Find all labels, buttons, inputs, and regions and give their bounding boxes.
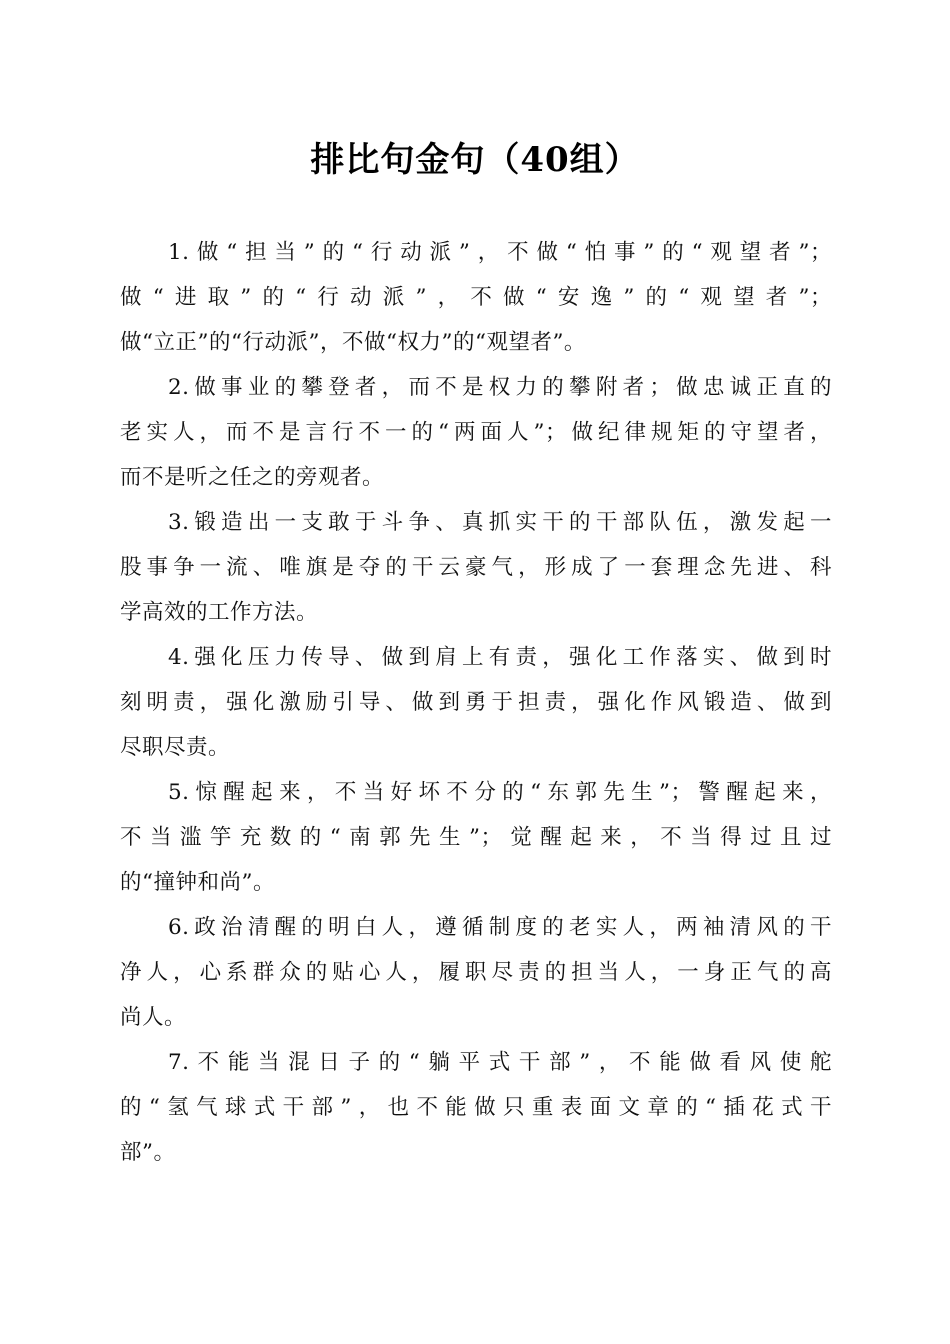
paragraph-line: 部”。 <box>120 1140 176 1165</box>
paragraph-line: 股事争一流、唯旗是夺的干云豪气，形成了一套理念先进、科 <box>120 555 832 580</box>
paragraph-1 <box>120 230 832 365</box>
paragraph-line: 5.惊醒起来，不当好坏不分的“东郭先生”；警醒起来， <box>168 780 832 805</box>
paragraph-6 <box>120 905 832 1040</box>
paragraph-line: 6.政治清醒的明白人，遵循制度的老实人，两袖清风的干 <box>168 915 832 940</box>
paragraph-line: 4.强化压力传导、做到肩上有责，强化工作落实、做到时 <box>168 645 832 670</box>
paragraph-line: 做“立正”的“行动派”，不做“权力”的“观望者”。 <box>120 330 586 355</box>
paragraph-line: 刻明责，强化激励引导、做到勇于担责，强化作风锻造、做到 <box>120 690 832 715</box>
document-title: 排比句金句（40组） <box>310 140 640 180</box>
paragraph-line: 净人，心系群众的贴心人，履职尽责的担当人，一身正气的高 <box>120 960 832 985</box>
paragraph-line: 老实人，而不是言行不一的“两面人”；做纪律规矩的守望者， <box>120 420 832 445</box>
paragraph-line: 做“进取”的“行动派”，不做“安逸”的“观望者”； <box>120 285 832 310</box>
paragraph-line: 不当滥竽充数的“南郭先生”；觉醒起来，不当得过且过 <box>120 825 832 850</box>
paragraph-line: 的“氢气球式干部”，也不能做只重表面文章的“插花式干 <box>120 1095 832 1120</box>
paragraph-line: 7.不能当混日子的“躺平式干部”，不能做看风使舵 <box>168 1050 832 1075</box>
paragraph-2 <box>120 365 832 500</box>
paragraph-4 <box>120 635 832 770</box>
paragraph-line: 而不是听之任之的旁观者。 <box>120 465 385 490</box>
document-body <box>120 230 832 1175</box>
paragraph-5 <box>120 770 832 905</box>
paragraph-line: 尽职尽责。 <box>120 735 231 760</box>
paragraph-line: 1.做“担当”的“行动派”，不做“怕事”的“观望者”； <box>168 240 832 265</box>
paragraph-line: 学高效的工作方法。 <box>120 600 319 625</box>
paragraph-line: 3.锻造出一支敢于斗争、真抓实干的干部队伍，激发起一 <box>168 510 832 535</box>
paragraph-3 <box>120 500 832 635</box>
paragraph-7 <box>120 1040 832 1175</box>
paragraph-line: 尚人。 <box>120 1005 187 1030</box>
paragraph-line: 的“撞钟和尚”。 <box>120 870 275 895</box>
paragraph-line: 2.做事业的攀登者，而不是权力的攀附者；做忠诚正直的 <box>168 375 832 400</box>
